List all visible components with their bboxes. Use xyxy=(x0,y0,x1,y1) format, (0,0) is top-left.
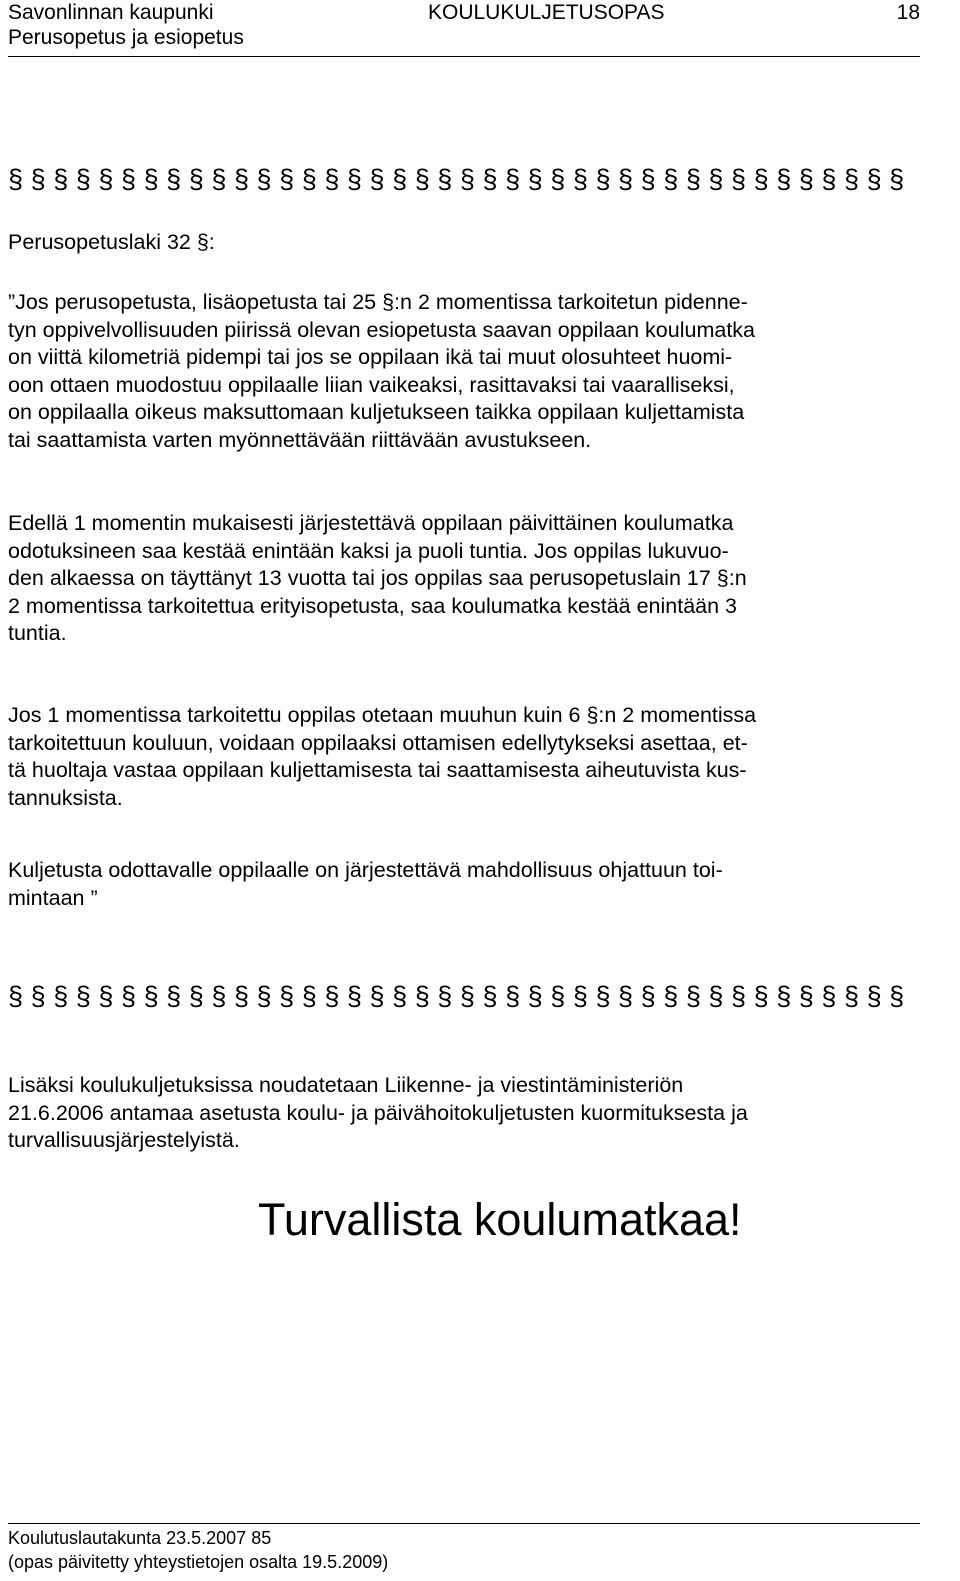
section-sign: § xyxy=(301,981,317,1011)
section-sign: § xyxy=(821,981,837,1011)
paragraph-line: tyn oppivelvollisuuden piirissä olevan esiopetusta saavan oppilaan koulumatka xyxy=(8,317,755,342)
footer-line-1: Koulutuslautakunta 23.5.2007 85 xyxy=(8,1528,272,1548)
paragraph-line: den alkaessa on täyttänyt 13 vuotta tai jos oppilas saa perusopetuslain 17 §:n xyxy=(8,566,747,590)
section-sign: § xyxy=(505,164,521,194)
section-sign: § xyxy=(143,981,159,1011)
section-sign: § xyxy=(572,981,588,1011)
section-sign: § xyxy=(346,981,362,1011)
paragraph-line: on viittä kilometriä pidempi tai jos se oppilaan ikä tai muut olosuhteet huomi- xyxy=(8,345,733,369)
section-sign: § xyxy=(866,164,882,194)
section-sign: § xyxy=(392,164,408,194)
section-sign: § xyxy=(776,981,792,1011)
section-sign: § xyxy=(392,981,408,1011)
section-sign: § xyxy=(324,164,340,194)
section-sign: § xyxy=(414,981,430,1011)
header-department: Perusopetus ja esiopetus xyxy=(8,26,244,49)
paragraph-line: Kuljetusta odottavalle oppilaalle on järjestettävä mahdollisuus ohjattuun toi- xyxy=(8,858,723,882)
section-sign: § xyxy=(143,164,159,194)
paragraph-line: odotuksineen saa kestää enintään kaksi ja puoli tuntia. Jos oppilas lukuvuo- xyxy=(8,538,729,563)
section-sign: § xyxy=(53,164,69,194)
section-sign: § xyxy=(120,981,136,1011)
section-sign: § xyxy=(459,164,475,194)
section-sign: § xyxy=(166,164,182,194)
section-sign: § xyxy=(279,981,295,1011)
section-sign: § xyxy=(753,981,769,1011)
section-sign: § xyxy=(256,164,272,194)
section-sign: § xyxy=(53,981,69,1011)
section-sign-divider-top xyxy=(8,164,912,195)
section-sign: § xyxy=(550,981,566,1011)
section-sign: § xyxy=(188,981,204,1011)
section-sign: § xyxy=(211,164,227,194)
paragraph-line: Edellä 1 momentin mukaisesti järjestettävä oppilaan päivittäinen koulumatka xyxy=(8,511,734,535)
section-sign: § xyxy=(798,164,814,194)
paragraph-line: Lisäksi koulukuljetuksissa noudatetaan Liikenne- ja viestintäministeriön xyxy=(8,1073,684,1097)
section-sign: § xyxy=(731,981,747,1011)
page-footer xyxy=(8,1523,920,1574)
section-sign: § xyxy=(731,164,747,194)
section-sign: § xyxy=(75,981,91,1011)
section-sign: § xyxy=(708,981,724,1011)
section-sign: § xyxy=(798,981,814,1011)
section-sign: § xyxy=(30,164,46,194)
section-sign: § xyxy=(98,164,114,194)
section-sign: § xyxy=(120,164,136,194)
section-sign: § xyxy=(482,981,498,1011)
slogan: Turvallista koulumatkaa! xyxy=(258,1194,742,1245)
section-sign: § xyxy=(369,164,385,194)
paragraph-line: oon ottaen muodostuu oppilaalle liian vaikeaksi, rasittavaksi tai vaaralliseksi, xyxy=(8,372,735,397)
section-sign: § xyxy=(663,164,679,194)
paragraph-line: mintaan ” xyxy=(8,885,98,910)
section-sign: § xyxy=(211,981,227,1011)
section-sign: § xyxy=(301,164,317,194)
paragraph-5 xyxy=(8,1072,920,1155)
section-sign: § xyxy=(8,164,24,194)
section-sign: § xyxy=(482,164,498,194)
section-sign: § xyxy=(753,164,769,194)
section-sign: § xyxy=(866,981,882,1011)
section-sign: § xyxy=(414,164,430,194)
section-sign: § xyxy=(843,164,859,194)
section-sign: § xyxy=(843,981,859,1011)
header-organization: Savonlinnan kaupunki xyxy=(8,1,214,24)
paragraph-line: 21.6.2006 antamaa asetusta koulu- ja päivähoitokuljetusten kuormituksesta ja xyxy=(8,1100,748,1125)
section-sign: § xyxy=(618,981,634,1011)
section-sign: § xyxy=(279,164,295,194)
section-sign-divider-bottom xyxy=(8,981,912,1012)
paragraph-line: Jos 1 momentissa tarkoitettu oppilas otetaan muuhun kuin 6 §:n 2 momentissa xyxy=(8,703,757,727)
header-page-number: 18 xyxy=(896,1,920,24)
footer-line-2: (opas päivitetty yhteystietojen osalta 19.5.2009) xyxy=(8,1552,389,1572)
section-sign: § xyxy=(572,164,588,194)
section-sign: § xyxy=(8,981,24,1011)
section-sign: § xyxy=(595,164,611,194)
section-sign: § xyxy=(188,164,204,194)
section-sign: § xyxy=(527,981,543,1011)
law-heading-text: Perusopetuslaki 32 §: xyxy=(8,230,215,254)
section-sign: § xyxy=(324,981,340,1011)
section-sign: § xyxy=(505,981,521,1011)
section-sign: § xyxy=(640,981,656,1011)
header-document-title: KOULUKULJETUSOPAS xyxy=(428,1,665,24)
paragraph-line: 2 momentissa tarkoitettua erityisopetusta, saa koulumatka kestää enintään 3 xyxy=(8,593,738,618)
paragraph-3 xyxy=(8,702,920,812)
section-sign: § xyxy=(776,164,792,194)
section-sign: § xyxy=(595,981,611,1011)
section-sign: § xyxy=(708,164,724,194)
section-sign: § xyxy=(437,164,453,194)
section-sign: § xyxy=(30,981,46,1011)
paragraph-line: turvallisuusjärjestelyistä. xyxy=(8,1128,240,1152)
paragraph-line: tai saattamista varten myönnettävään riittävään avustukseen. xyxy=(8,427,592,452)
section-sign: § xyxy=(437,981,453,1011)
paragraph-line: on oppilaalla oikeus maksuttomaan kuljetukseen taikka oppilaan kuljettamista xyxy=(8,400,745,424)
section-sign: § xyxy=(75,164,91,194)
section-sign: § xyxy=(685,164,701,194)
section-sign: § xyxy=(233,981,249,1011)
section-sign: § xyxy=(256,981,272,1011)
page-header xyxy=(8,0,920,57)
section-sign: § xyxy=(527,164,543,194)
paragraph-line: tä huoltaja vastaa oppilaan kuljettamisesta tai saattamisesta aiheutuvista kus- xyxy=(8,758,747,782)
section-sign: § xyxy=(98,981,114,1011)
section-sign: § xyxy=(889,164,905,194)
section-sign: § xyxy=(369,981,385,1011)
section-sign: § xyxy=(663,981,679,1011)
paragraph-4 xyxy=(8,857,920,912)
section-sign: § xyxy=(459,981,475,1011)
section-sign: § xyxy=(233,164,249,194)
section-sign: § xyxy=(821,164,837,194)
section-sign: § xyxy=(346,164,362,194)
paragraph-2 xyxy=(8,510,920,648)
section-sign: § xyxy=(685,981,701,1011)
section-sign: § xyxy=(889,981,905,1011)
paragraph-line: tuntia. xyxy=(8,621,67,645)
section-sign: § xyxy=(618,164,634,194)
paragraph-line: tannuksista. xyxy=(8,785,123,810)
paragraph-line: ”Jos perusopetusta, lisäopetusta tai 25 §:n 2 momentissa tarkoitetun pidenne- xyxy=(8,290,748,314)
law-heading xyxy=(8,229,920,257)
paragraph-1 xyxy=(8,289,920,454)
section-sign: § xyxy=(640,164,656,194)
section-sign: § xyxy=(166,981,182,1011)
section-sign: § xyxy=(550,164,566,194)
paragraph-line: tarkoitettuun kouluun, voidaan oppilaaksi ottamisen edellytykseksi asettaa, et- xyxy=(8,730,748,755)
